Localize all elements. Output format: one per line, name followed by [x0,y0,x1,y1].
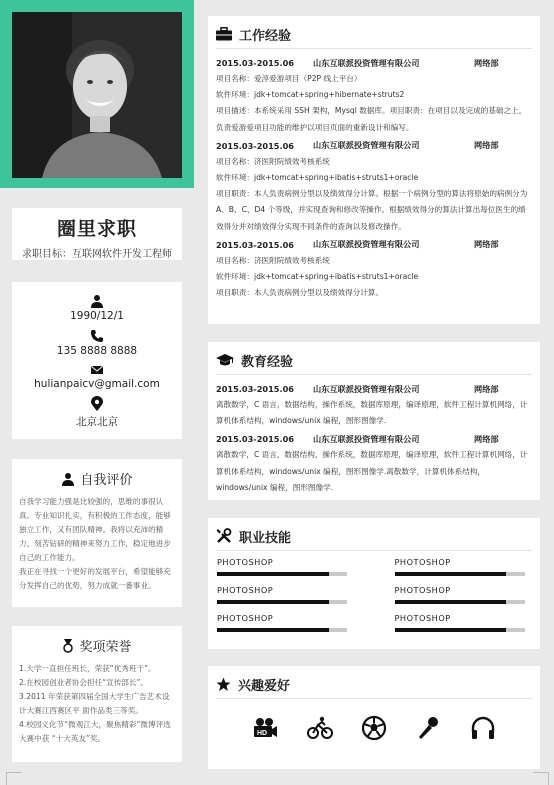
education-title: 教育经验 [216,350,532,370]
cycling-icon [307,715,333,741]
skill-fill [217,600,329,604]
skill-item: PHOTOSHOP [217,613,355,632]
job-objective: 求职目标：互联网软件开发工程师 [22,249,172,260]
star-icon [216,677,231,692]
page-corner-mark [6,772,22,785]
job-line: 项目职责：本人负责病例分型以及绩效得分计算。 [216,288,384,298]
job-entry [216,138,532,235]
job-line: 项目名称：济医附院绩效考核系统 [216,255,330,265]
edu-dept: 网络部 [474,383,499,394]
job-company: 山东互联派投资管理有限公司 [313,140,420,151]
hobbies-card [208,666,540,769]
skill-fill [217,572,329,576]
job-dept: 网络部 [474,140,499,151]
edu-line: 离散数学，C 语言，数据结构，操作系统，数据库原理，编译原理，软件工程计算机网络，计算机体系结构，windows/unix 编程，图形图像学. [216,400,528,426]
photo-frame [0,0,194,188]
self-evaluation-text: 自我学习能力强是比较强的，思维的事很认真。专业知识扎实，有积极的工作态度，能够独立工作，又有团队精神。我将以充沛的精力，刻苦钻研的精神来努力工作，稳定地进步自己的工作能力。 我正在寻找一个更好的发展平台，希望能够充分发挥自己的优势，努力成就一番事业。 [19,497,171,590]
person-icon [61,472,75,486]
skill-item: PHOTOSHOP [395,557,533,576]
job-line: 软件环境：jdk+tomcat+spring+hibernate+struts2 [216,90,405,100]
person-icon [90,294,104,308]
education-entry [216,381,532,429]
award-item: 2.在校园创业者协会担任“宣传部长”。 [19,678,149,687]
self-evaluation-title: 自我评价 [19,469,175,488]
medal-icon [62,639,74,653]
awards-title: 奖项荣誉 [19,636,175,655]
divider [216,550,532,551]
tools-icon [216,528,232,544]
edu-school: 山东互联派投资管理有限公司 [313,433,420,444]
soccer-ball-icon [361,715,387,741]
job-company: 山东互联派投资管理有限公司 [313,57,420,68]
skills-card [208,518,540,649]
skill-bar [217,628,347,632]
skill-fill [217,628,329,632]
location-pin-icon [90,396,104,412]
job-dept: 网络部 [474,57,499,68]
svg-text:HD: HD [257,730,268,737]
skill-item: PHOTOSHOP [395,585,533,604]
job-dept: 网络部 [474,239,499,250]
page-corner-mark [533,772,549,785]
headphones-icon [470,715,496,741]
phone-icon [90,329,104,343]
location-text: 北京北京 [76,416,118,428]
microphone-icon [415,715,441,741]
job-date: 2015.03-2015.06 [216,140,294,151]
skill-fill [395,600,507,604]
self-evaluation-card [12,459,182,607]
skill-bar [217,572,347,576]
awards-card [12,626,182,762]
job-line: 项目名称：济医附院绩效考核系统 [216,156,330,166]
hobbies-title: 兴趣爱好 [216,674,532,694]
job-line: 软件环境：jdk+tomcat+spring+ibatis+struts1+oracle [216,272,419,282]
skills-title: 职业技能 [216,526,532,546]
edu-school: 山东互联派投资管理有限公司 [313,383,420,394]
contact-location [12,396,182,429]
work-experience-title: 工作经验 [216,24,532,44]
job-date: 2015.03-2015.06 [216,58,294,68]
email-text: hulianpaicv@gmail.com [34,378,160,390]
candidate-name: 圈里求职 [56,218,137,240]
job-entry [216,237,532,302]
job-line: 软件环境：jdk+tomcat+spring+ibatis+struts1+oracle [216,173,419,183]
job-line: 项目名称：爱淳爱游项目（P2P 线上平台） [216,74,362,83]
work-experience-card [208,16,540,324]
skill-fill [395,572,507,576]
divider [216,698,532,699]
award-item: 1.大学一直担任班长，荣获“优秀班干”。 [19,664,156,673]
contact-card [12,282,182,439]
job-line: 项目描述：本系统采用 SSH 架构，Mysql 数据库。项目职责：在项目以及完成的基础之上，负责爱游爱项目功能的维护以项目页面的重新设计和编写。 [216,106,527,132]
job-company: 山东互联派投资管理有限公司 [313,239,420,250]
edu-date: 2015.03-2015.06 [216,384,294,394]
skill-item: PHOTOSHOP [217,585,355,604]
film-camera-icon [252,715,278,741]
birthday-text: 1990/12/1 [70,310,124,322]
contact-birthday [12,294,182,322]
skill-bar [395,628,525,632]
job-date: 2015.03-2015.06 [216,239,294,250]
divider [216,374,532,375]
skill-bar [217,600,347,604]
divider [216,48,532,49]
awards-list [19,662,175,746]
skills-grid [216,557,532,632]
edu-line: 离散数学，C 语言，数据结构，操作系统，数据库原理，编译原理，软件工程计算机网络，计算机体系结构，windows/unix 编程，图形图像学.离散数学，计算机体系结构，windows/unix 编程，图形图像学. [216,450,528,492]
skill-bar [395,572,525,576]
education-card [208,342,540,500]
edu-dept: 网络部 [474,433,499,444]
award-item: 3.2011 年荣获第四届全国大学生广告艺术设计大赛江西赛区平 面作品类三等奖。 [19,692,170,715]
graduation-cap-icon [216,353,234,367]
award-item: 4.校园义化节“微观江大，聚焦精彩”微博评选大赛中获 “十大英友”奖。 [19,720,171,743]
profile-photo [12,12,182,178]
hobby-icons [216,705,532,741]
education-entry [216,431,532,496]
contact-phone [12,329,182,357]
contact-email [12,364,182,390]
job-line: 项目职责：本人负责病例分型以及绩效得分计算。根据一个病例分型的算法将原始的病例分为 A、B、C、D4 个等级，并实现查询和修改等操作。根据绩效得分的算法计算出每位医生的绩效得分并对绩效得分实现不同条件的查询以及修改操作。 [216,189,528,231]
briefcase-icon [216,27,232,41]
phone-text: 135 8888 8888 [56,345,138,357]
skill-fill [395,628,507,632]
skill-bar [395,600,525,604]
mail-icon [90,364,104,376]
skill-item: PHOTOSHOP [395,613,533,632]
name-card [12,208,182,260]
skill-item: PHOTOSHOP [217,557,355,576]
job-entry [216,55,532,136]
edu-date: 2015.03-2015.06 [216,434,294,445]
